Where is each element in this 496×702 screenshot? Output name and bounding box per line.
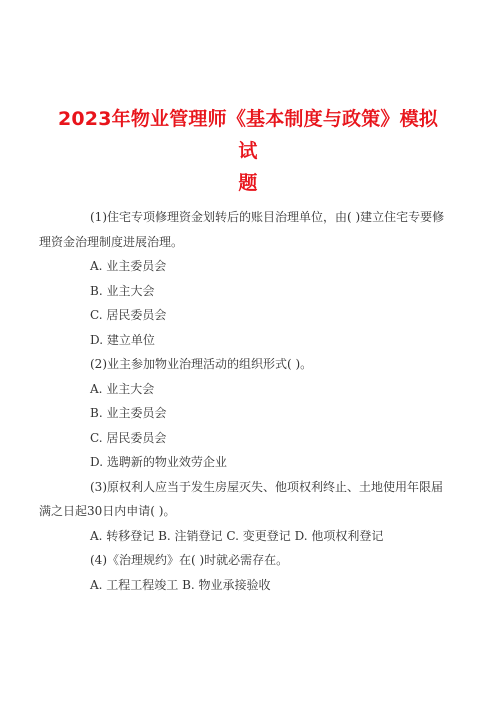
question-1-option-a: A. 业主委员会: [90, 259, 167, 273]
question-3-options: A. 转移登记 B. 注销登记 C. 变更登记 D. 他项权利登记: [90, 528, 384, 543]
document-title: [56, 103, 440, 199]
question-2-option-a: A. 业主大会: [90, 381, 155, 396]
question-4: [63, 548, 441, 573]
question-4-line-1: (4)《治理规约》在( )时就必需存在。: [90, 553, 289, 567]
question-2-option-d: D. 选聘新的物业效劳企业: [90, 455, 227, 469]
question-1-option-d: D. 建立单位: [90, 332, 155, 347]
question-2-line-1: (2)业主参加物业治理活动的组织形式( )。: [90, 357, 313, 371]
title-line-1: 2023年物业管理师《基本制度与政策》模拟试: [57, 108, 439, 162]
title-line-2: 题: [238, 172, 258, 194]
question-1-wrap: [39, 230, 441, 255]
question-3-line-2: 满之日起30日内申请( )。: [39, 504, 176, 518]
question-2-option-c: C. 居民委员会: [90, 430, 167, 445]
question-1: [63, 205, 445, 230]
question-1-line-1: (1)住宅专项修理资金划转后的账目治理单位，由( )建立住宅专要修: [90, 210, 445, 224]
question-2-option-b: B. 业主委员会: [90, 406, 167, 420]
question-3: [63, 475, 444, 500]
question-1-option-b: B. 业主大会: [90, 283, 155, 298]
question-1-line-2: 理资金治理制度进展治理。: [39, 234, 184, 249]
question-3-line-1: (3)原权利人应当于发生房屋灭失、他项权利终止、土地使用年限届: [90, 479, 444, 494]
document-body: [39, 205, 445, 597]
question-4-options: A. 工程工程竣工 B. 物业承接验收: [90, 577, 271, 592]
question-3-wrap: [39, 499, 441, 524]
question-2: [63, 352, 441, 377]
question-1-option-c: C. 居民委员会: [90, 308, 167, 322]
